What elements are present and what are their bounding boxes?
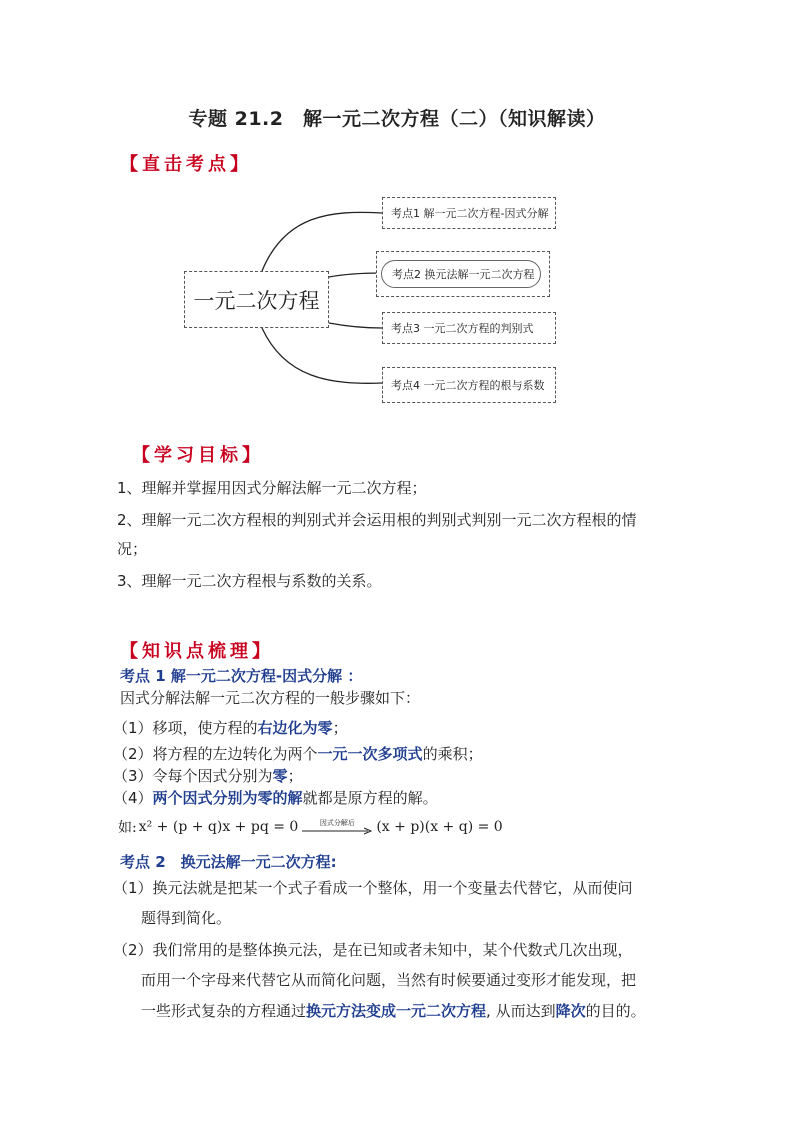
example-right-equation: (x + p)(x + q) = 0 — [376, 819, 503, 835]
kp2-heading: 考点 2 换元法解一元二次方程: — [120, 853, 337, 871]
mindmap-node-1: 考点1 解一元二次方程-因式分解 — [382, 197, 556, 229]
kp2-para-1-line-2: 题得到简化。 — [141, 909, 232, 927]
section-focus-heading: 【直击考点】 — [120, 154, 252, 175]
example-arrow-label: 因式分解后 — [319, 819, 355, 827]
section-knowledge-heading: 【知识点梳理】 — [120, 641, 274, 662]
kp1-step-4: （4）两个因式分别为零的解就都是原方程的解。 — [113, 789, 438, 807]
goal-3: 3、理解一元二次方程根与系数的关系。 — [117, 572, 382, 590]
kp2-para-1-line-1: （1）换元法就是把某一个式子看成一个整体，用一个变量去代替它，从而使问 — [113, 879, 633, 897]
kp1-heading: 考点 1 解一元二次方程-因式分解 ： — [120, 667, 363, 685]
mindmap-center-node: 一元二次方程 — [184, 271, 329, 328]
kp1-step-3: （3）令每个因式分别为零； — [113, 767, 303, 785]
mindmap-node-2 — [376, 251, 550, 297]
mindmap-node-3: 考点3 一元二次方程的判别式 — [382, 312, 556, 344]
kp1-intro: 因式分解法解一元二次方程的一般步骤如下： — [120, 689, 421, 707]
kp1-example-formula — [118, 817, 503, 837]
kp2-para-2-line-1: （2）我们常用的是整体换元法，是在已知或者未知中，某个代数式几次出现， — [113, 941, 633, 959]
kp2-para-2-line-3: 一些形式复杂的方程通过换元方法变成一元二次方程, 从而达到降次的目的。 — [141, 1002, 646, 1020]
section-goals-heading: 【学习目标】 — [132, 445, 264, 466]
goal-2-cont: 况； — [117, 540, 148, 558]
right-arrow-icon — [302, 827, 372, 835]
kp1-step-1: （1）移项，使方程的右边化为零； — [113, 719, 348, 737]
kp1-step-2: （2）将方程的左边转化为两个一元一次多项式的乘积； — [113, 745, 483, 763]
page-title: 专题 21.2 解一元二次方程（二）（知识解读） — [188, 108, 606, 130]
kp2-para-2-line-2: 而用一个字母来代替它从而简化问题，当然有时候要通过变形才能发现，把 — [141, 971, 637, 989]
example-left-equation: x² + (p + q)x + pq = 0 — [138, 819, 299, 835]
mindmap-node-2-highlight: 考点2 换元法解一元二次方程 — [381, 260, 541, 288]
goal-1: 1、理解并掌握用因式分解法解一元二次方程； — [117, 479, 427, 497]
example-prefix: 如: — [118, 820, 137, 836]
example-arrow — [302, 819, 372, 835]
goal-2: 2、理解一元二次方程根的判别式并会运用根的判别式判别一元二次方程根的情 — [117, 511, 637, 529]
mindmap-node-4: 考点4 一元二次方程的根与系数 — [382, 367, 556, 403]
